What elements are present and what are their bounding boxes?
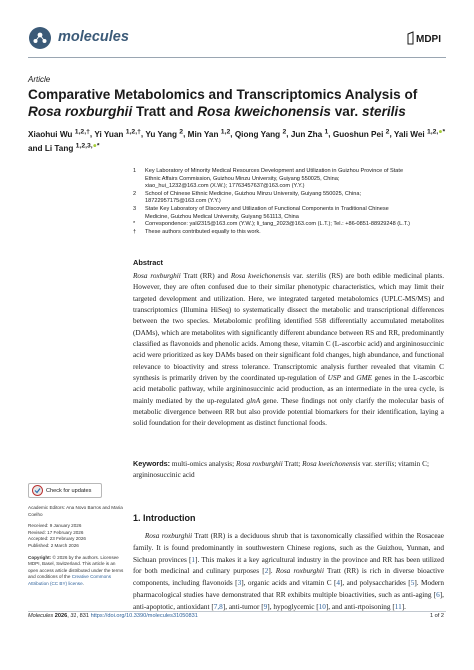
affiliations [133,168,443,236]
author[interactable]: Yu Yang $^2$ [145,128,184,139]
introduction-heading: 1. Introduction [133,513,196,523]
molecules-logo-icon [28,26,52,50]
journal-name: molecules [58,29,129,45]
correspondence: * Correspondence: yali2315@163.com (Y.W.); li_tang_2023@163.com (L.T.); Tel.: +86-0851-88929248 (L.T.) [133,221,411,228]
footer-divider [28,611,446,612]
check-for-updates-button[interactable]: Check for updates [28,483,102,498]
author-list: Xiaohui Wu $^{1,2,\dagger}$, Yi Yuan $^{1,2,\dagger}$, Yu Yang $^2$, Min Yan $^{1,2}$, Qiong Yang $^2$, Jun Zha $^1$, Guoshun Pei $^2$, Yali Wei $^{1,2,●*}$ and Li Tang $^{1,2,3,●*}$ [28,128,446,154]
license-link[interactable]: Creative Commons Attribution (CC BY) license [28,574,112,586]
ref-link[interactable]: 11 [394,602,402,611]
article-info-sidebar [28,505,124,588]
ref-link[interactable]: 7,8 [213,602,223,611]
author[interactable]: Jun Zha $^1$ [290,128,329,139]
copyright-notice: Copyright: © 2026 by the authors. Licensee MDPI, Basel, Switzerland. This article is an open access article distributed under the terms and conditions of the Creative Commons Attribution (CC BY) license. [28,554,124,586]
ref-link[interactable]: 1 [191,555,196,564]
orcid-icon[interactable]: ● [92,142,97,150]
author[interactable]: Yi Yuan $^{1,2,\dagger}$ [94,128,141,139]
published-date: Published: 2 March 2026 [28,542,79,548]
citation-footer: Molecules 2026, 31, 831 https://doi.org/10.3390/molecules31050831 [28,613,198,619]
author[interactable]: Xiaohui Wu $^{1,2,\dagger}$ [28,128,90,139]
ref-link[interactable]: 3 [237,579,242,588]
header-divider [28,57,446,58]
academic-editors: Academic Editors: Ana Novo Barros and Maria Coelho [28,505,123,517]
orcid-icon[interactable]: ● [438,128,443,135]
revised-date: Revised: 17 February 2026 [28,529,84,535]
article-title: Comparative Metabolomics and Transcriptomics Analysis of Rosa roxburghii Tratt and Rosa kweichonensis var. sterilis [28,87,418,119]
page-indicator: 1 of 2 [430,613,444,619]
accepted-date: Accepted: 23 February 2026 [28,536,86,542]
update-icon [32,485,43,496]
mdpi-logo-icon [406,30,444,46]
abstract-text: Rosa roxburghii Tratt (RR) and Rosa kweichonensis var. sterilis (RS) are both edible medicinal plants. However, they are often confused due to their similar phenotypic characteristics, which may limit their targeted development and utilization. Here, we integrated targeted metabolomics (UPLC-MS/MS) and transcriptomics (Illumina HiSeq) to systematically dissect the metabolic and transcriptional differences between the two species. Metabolomic profiling identified 558 differentially accumulated metabolites (DAMs), which are metabolites with significantly different abundance between RS and RR, predominantly classified as flavonoids and phenolic acids. Among these, vitamin C (L-ascorbic acid) and argininosuccinic acid were prioritized as key DAMs based on their significant fold changes, high abundance, and functional relevance to bioactivity and stress tolerance. Transcriptomic analysis further revealed that vitamin C synthesis is primarily driven by the coordinated up-regulation of USP and GME genes in the L-ascorbic acid metabolic pathway, while argininosuccinic acid production, as an intermediate in the urea cycle, is mainly mediated by the up-regulated glnA gene. These findings not only clarify the molecular basis of metabolic divergence between RR but also provide potential biomarkers for their identification, laying a solid foundation for their development as distinct functional foods. [133,272,445,428]
introduction-text: Rosa roxburghii Tratt (RR) is a deciduous shrub that is taxonomically classified within the Rosaceae family. It is found predominantly in southwestern Chinese regions, such as the Guizhou, Yunnan, and Sichuan provinces [1]. This makes it a key agricultural industry in the province and RR has been utilized for both medicinal and culinary purposes [2]. Rosa roxburghii Tratt (RR) is rich in diverse bioactive components, including flavonoids [3], organic acids and vitamin C [4], and polysaccharides [5]. Modern pharmacological studies have demonstrated that RR exhibits multiple bioactivities, such as anti-aging [6], anti-apoptotic, antioxidant [7,8], anti-tumor [9], hypoglycemic [10], and anti-rtpoisoning [11]. [133,532,444,611]
received-date: Received: 9 January 2026 [28,523,82,529]
author[interactable]: Yali Wei $^{1,2,●*}$ [393,128,446,139]
affiliation-3: 3 State Key Laboratory of Discovery and Utilization of Functional Components in Traditional Chinese Medicine, Guizhou Medical University, Guiyang 561113, China [133,205,389,220]
author[interactable]: Min Yan $^{1,2}$ [187,128,231,139]
doi-link[interactable]: https://doi.org/10.3390/molecules31050831 [90,613,198,619]
ref-link[interactable]: 4 [336,579,341,588]
author[interactable]: Qiong Yang $^2$ [234,128,287,139]
author[interactable]: and Li Tang $^{1,2,3,●*}$ [28,142,100,154]
author[interactable]: Guoshun Pei $^2$ [332,128,390,139]
ref-link[interactable]: 5 [410,579,415,588]
ref-link[interactable]: 9 [263,602,268,611]
affiliation-2: 2 School of Chinese Ethnic Medicine, Guizhou Minzu University, Guiyang 550025, China; 18722957175@163.com (Y.Y.) [133,190,361,205]
abstract-heading: Abstract [133,258,163,267]
affiliation-1: 1 Key Laboratory of Minority Medical Resources Development and Utilization in Guizhou Province of State Ethnic Affairs Commission, Guizhou Minzu University, Guiyang 550025, China; xiao_hui_1232@163.com (X.W.); 17763457637@163.com (Y.Y.) [133,168,404,190]
svg-text:MDPI: MDPI [416,34,441,45]
article-type: Article [28,75,51,84]
ref-link[interactable]: 10 [318,602,326,611]
ref-link[interactable]: 2 [264,567,269,576]
equal-contribution-note: † These authors contributed equally to this work. [133,228,261,235]
mdpi-logo [406,30,444,46]
ref-link[interactable]: 6 [436,590,440,599]
keywords: Keywords: multi-omics analysis; Rosa roxburghii Tratt; Rosa kweichonensis var. sterilis; vitamin C; argininosuccinic acid [133,459,429,480]
